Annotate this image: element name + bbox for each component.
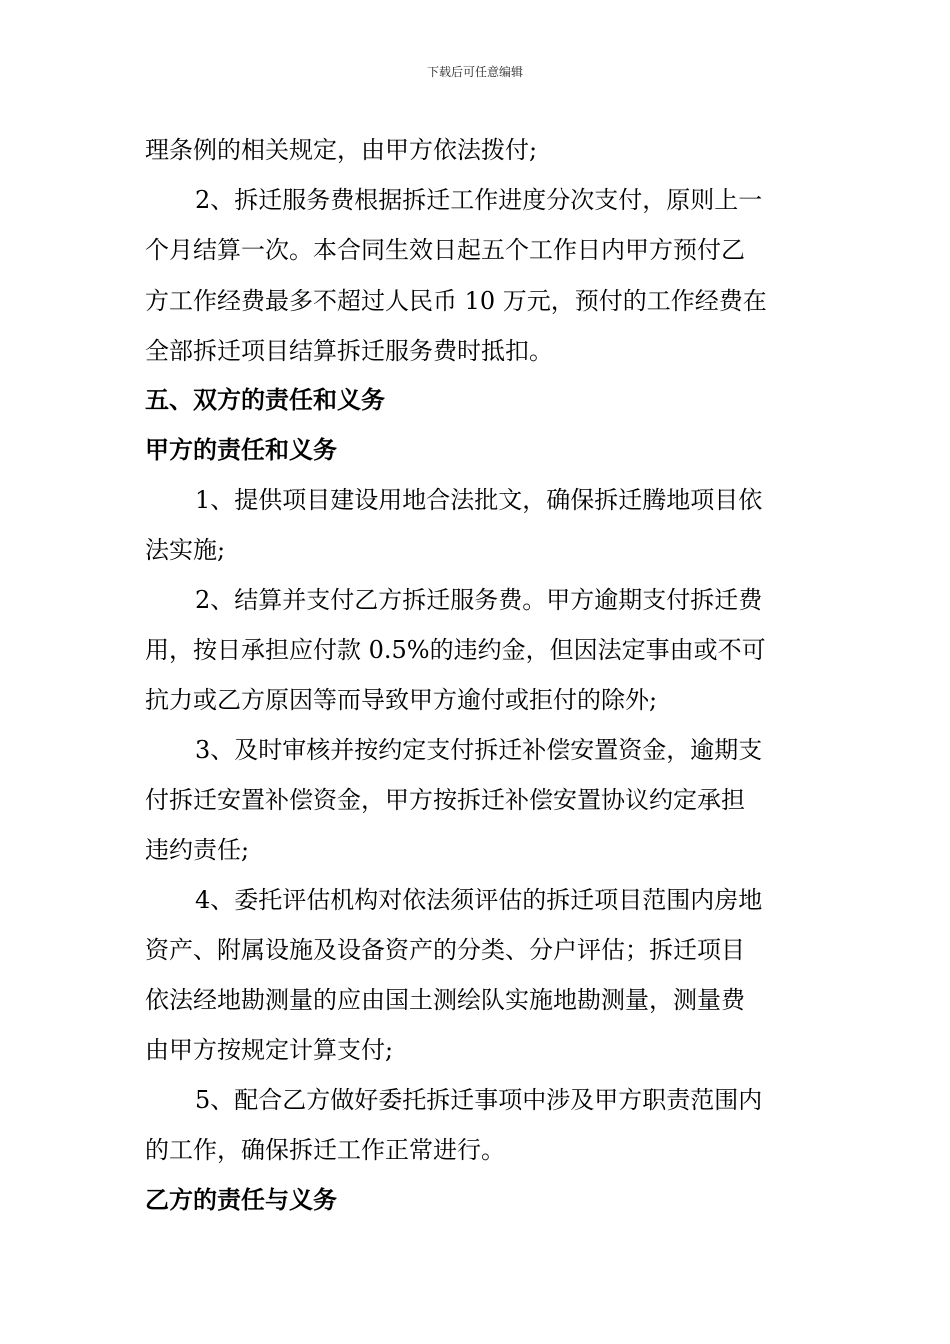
page-header-note: 下载后可任意编辑 — [426, 65, 523, 79]
text-line: 3、及时审核并按约定支付拆迁补偿安置资金，逾期支 — [195, 736, 763, 764]
text-line: 全部拆迁项目结算拆迁服务费时抵扣。 — [145, 337, 553, 365]
subsection-heading: 乙方的责任与义务 — [145, 1185, 337, 1214]
text-line: 依法经地勘测量的应由国土测绘队实施地勘测量，测量费 — [145, 986, 745, 1014]
text-line: 理条例的相关规定，由甲方依法拨付; — [145, 136, 538, 164]
text-line: 个月结算一次。本合同生效日起五个工作日内甲方预付乙 — [145, 236, 745, 264]
text-line: 资产、附属设施及设备资产的分类、分户评估；拆迁项目 — [145, 936, 745, 964]
text-line: 5、配合乙方做好委托拆迁事项中涉及甲方职责范围内 — [195, 1086, 763, 1114]
section-heading: 五、双方的责任和义务 — [145, 385, 385, 414]
text-line: 法实施; — [145, 536, 226, 564]
text-line: 付拆迁安置补偿资金，甲方按拆迁补偿安置协议约定承担 — [145, 786, 745, 814]
text-line: 抗力或乙方原因等而导致甲方逾付或拒付的除外; — [145, 686, 658, 714]
text-line: 1、提供项目建设用地合法批文，确保拆迁腾地项目依 — [195, 486, 763, 514]
text-line: 4、委托评估机构对依法须评估的拆迁项目范围内房地 — [195, 886, 763, 914]
subsection-heading: 甲方的责任和义务 — [145, 435, 337, 464]
text-line: 的工作，确保拆迁工作正常进行。 — [145, 1136, 505, 1164]
text-line: 2、拆迁服务费根据拆迁工作进度分次支付，原则上一 — [195, 186, 763, 214]
text-line: 由甲方按规定计算支付; — [145, 1036, 394, 1064]
text-line: 方工作经费最多不超过人民币 10 万元，预付的工作经费在 — [145, 287, 767, 315]
text-line: 用，按日承担应付款 0.5%的违约金，但因法定事由或不可 — [145, 636, 766, 664]
text-line: 违约责任; — [145, 836, 250, 864]
text-line: 2、结算并支付乙方拆迁服务费。甲方逾期支付拆迁费 — [195, 586, 763, 614]
